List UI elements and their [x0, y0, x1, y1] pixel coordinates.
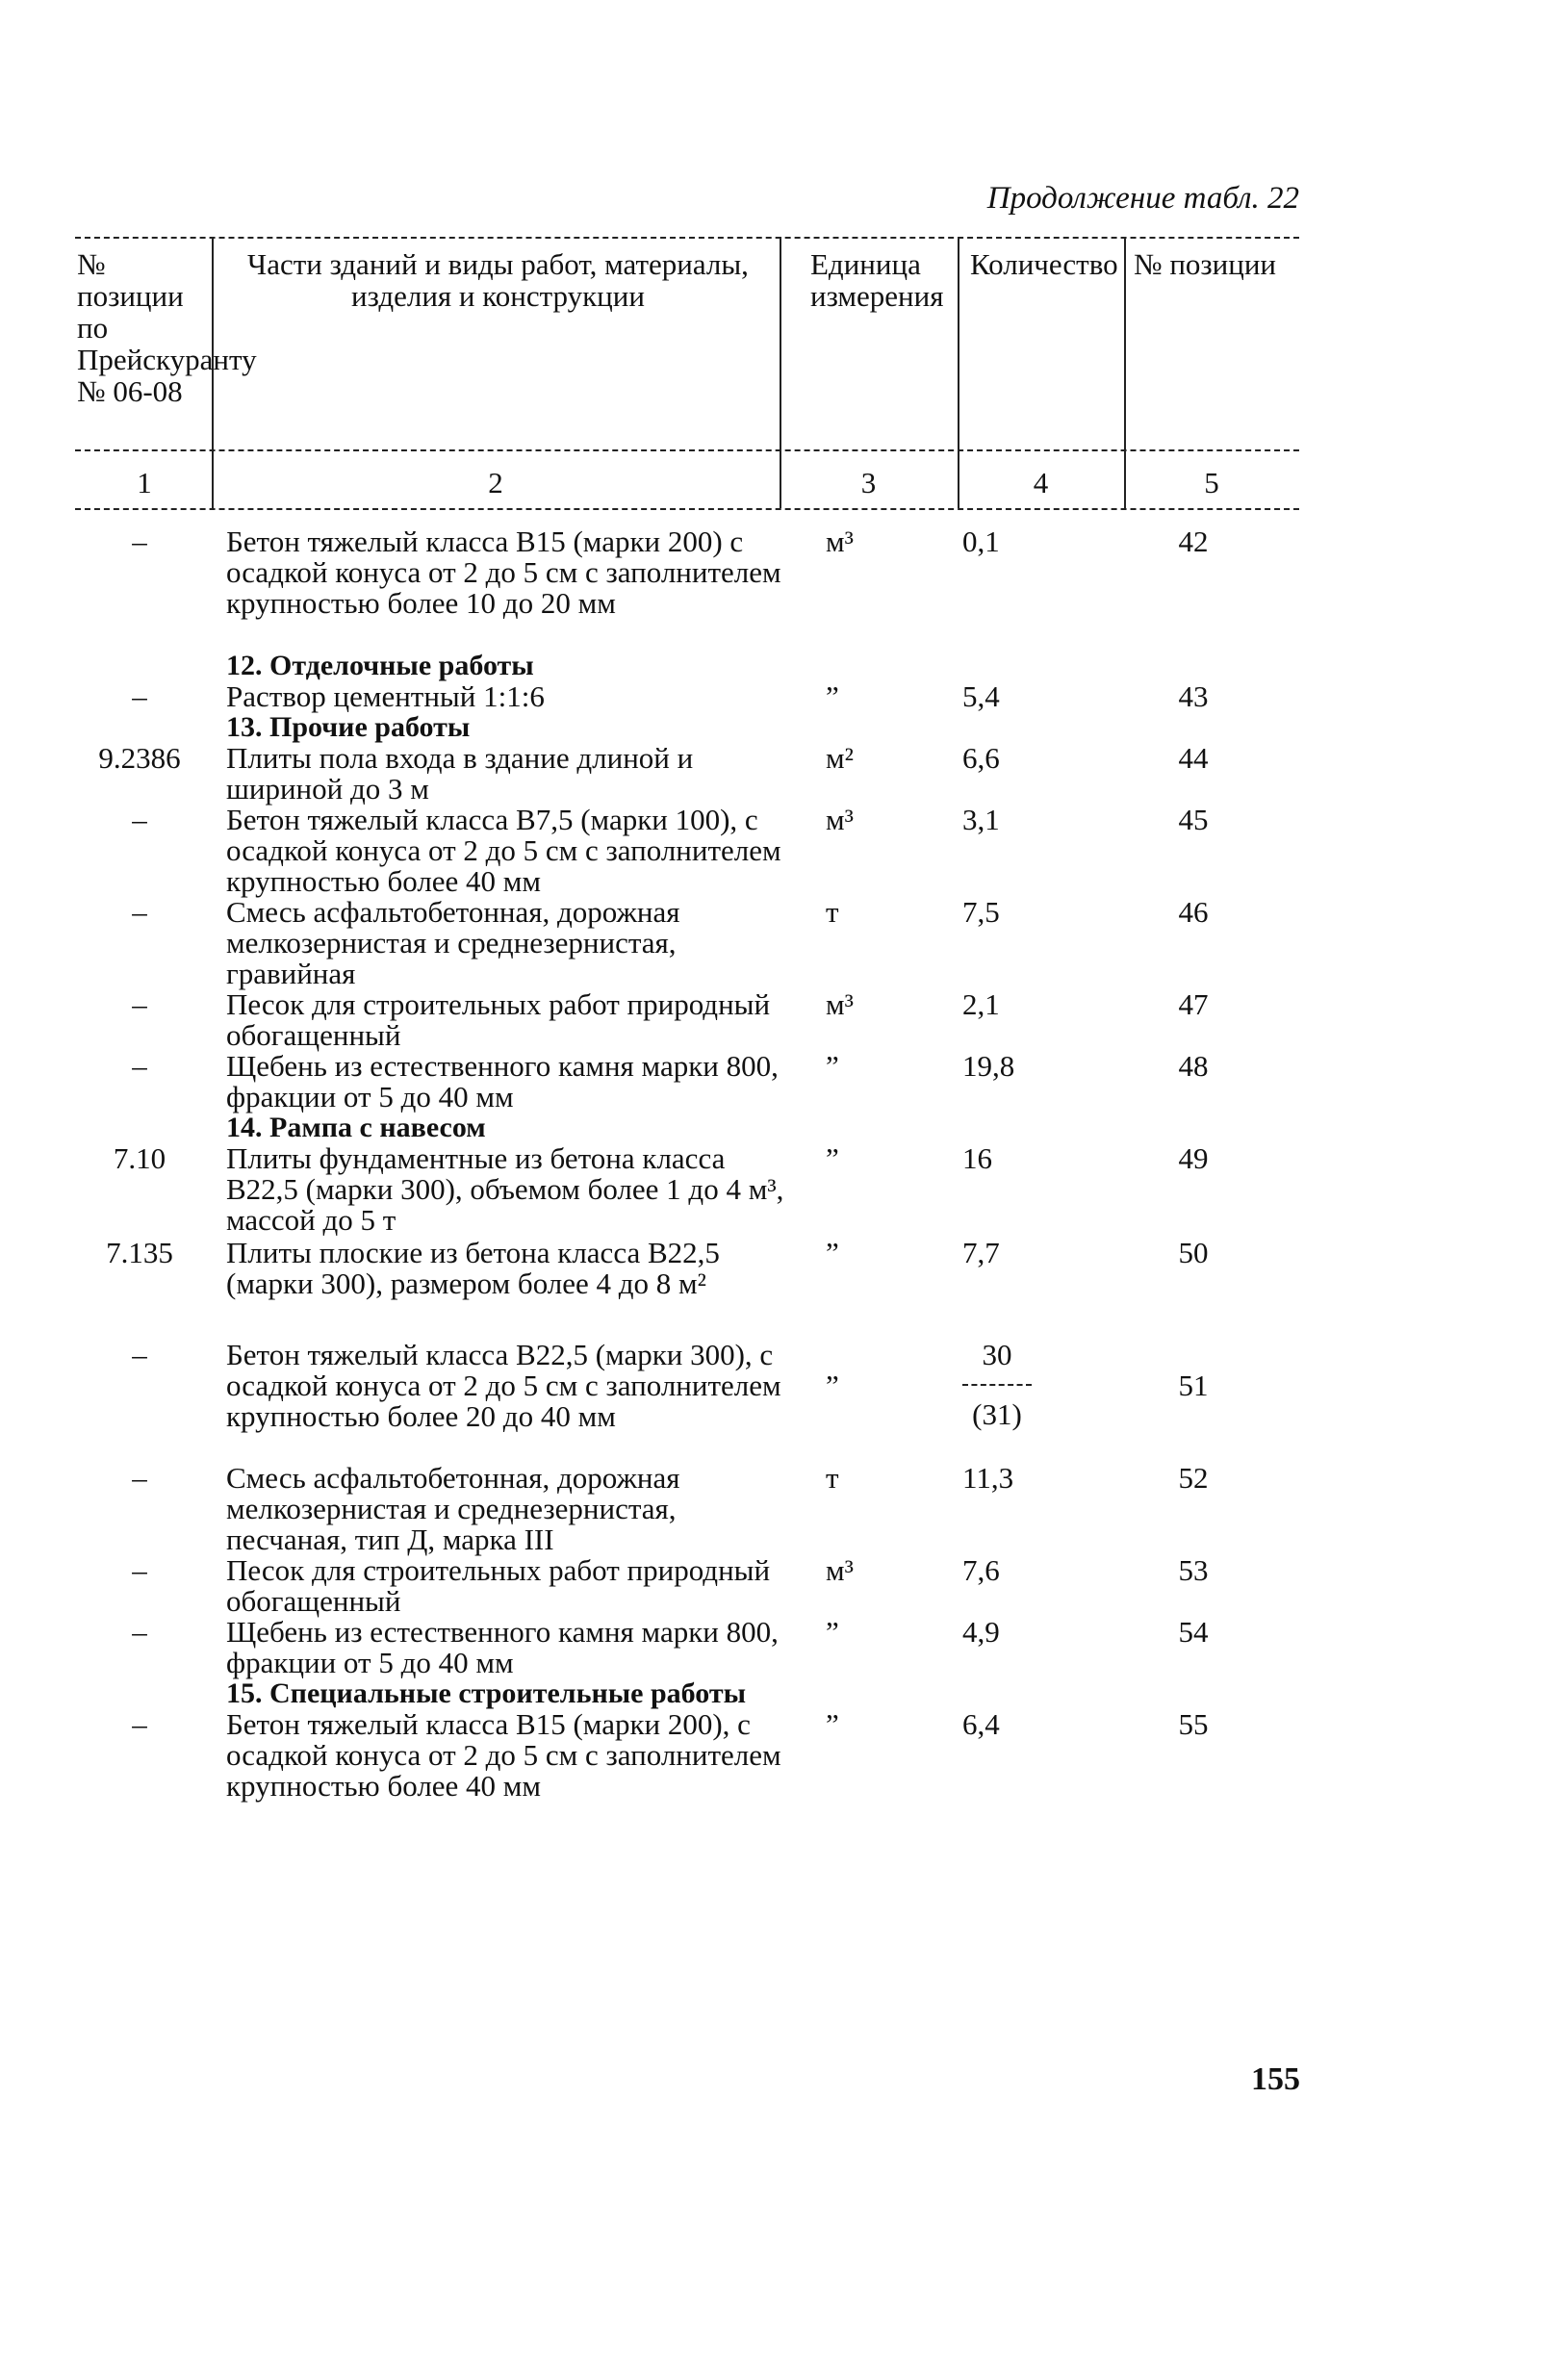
row-description: Бетон тяжелый класса В15 (марки 200), с осадкой конуса от 2 до 5 см с заполнителем крупностью более 40 мм [226, 1707, 781, 1803]
row-description: Раствор цементный 1:1:6 [226, 679, 545, 713]
header-col-description: Части зданий и виды работ, материалы, изделия и конструкции [247, 247, 749, 313]
row-position: 7.135 [106, 1236, 173, 1269]
row-unit: ” [826, 1615, 839, 1649]
row-position: – [132, 803, 147, 836]
row-position: 7.10 [113, 1141, 166, 1175]
row-unit: ” [826, 679, 839, 713]
row-quantity: 6,6 [962, 741, 1000, 775]
row-position: – [132, 525, 147, 558]
row-description: Смесь асфальтобетонная, дорожная мелкозернистая и среднезернистая, песчаная, тип Д, марка III [226, 1461, 680, 1556]
row-number: 55 [1178, 1707, 1209, 1741]
row-unit: ” [826, 1707, 839, 1741]
row-description: Бетон тяжелый класса В15 (марки 200) с осадкой конуса от 2 до 5 см с заполнителем крупностью более 10 до 20 мм [226, 525, 781, 620]
row-description: Щебень из естественного камня марки 800, фракции от 5 до 40 мм [226, 1049, 779, 1113]
section-heading-13: 13. Прочие работы [226, 711, 471, 743]
row-unit: т [826, 1461, 839, 1495]
header-num-2: 2 [488, 466, 503, 499]
row-unit: м³ [826, 1553, 854, 1587]
row-position: – [132, 1707, 147, 1741]
row-unit: ” [826, 1141, 839, 1175]
row-description: Песок для строительных работ природный обогащенный [226, 1553, 771, 1618]
section-heading-14: 14. Рампа с навесом [226, 1112, 486, 1143]
row-quantity: 2,1 [962, 987, 1000, 1021]
row-position: – [132, 1461, 147, 1495]
row-unit: м³ [826, 803, 854, 836]
page-number: 155 [1251, 2061, 1300, 2097]
header-col-unit: Единица измерения [810, 247, 944, 313]
row-description: Смесь асфальтобетонная, дорожная мелкозернистая и среднезернистая, гравийная [226, 895, 680, 990]
row-description: Песок для строительных работ природный обогащенный [226, 987, 771, 1052]
row-unit: м³ [826, 987, 854, 1021]
row-number: 42 [1178, 525, 1209, 558]
row-description: Бетон тяжелый класса В7,5 (марки 100), с осадкой конуса от 2 до 5 см с заполнителем крупностью более 40 мм [226, 803, 781, 898]
row-quantity: 6,4 [962, 1707, 1000, 1741]
row-position: – [132, 1338, 147, 1371]
row-quantity: 4,9 [962, 1615, 1000, 1649]
header-col-number: № позиции [1134, 247, 1277, 281]
row-position: – [132, 679, 147, 713]
row-unit: ” [826, 1236, 839, 1269]
row-position: – [132, 1049, 147, 1083]
row-position: – [132, 1553, 147, 1587]
row-description: Бетон тяжелый класса В22,5 (марки 300), с осадкой конуса от 2 до 5 см с заполнителем крупностью более 20 до 40 мм [226, 1338, 781, 1433]
row-unit: т [826, 895, 839, 929]
header-middle-rule [75, 449, 1299, 451]
header-num-4: 4 [1033, 466, 1049, 499]
row-number: 50 [1178, 1236, 1209, 1269]
row-unit: м² [826, 741, 854, 775]
fraction-bar [962, 1384, 1032, 1386]
section-heading-12: 12. Отделочные работы [226, 650, 534, 681]
row-number: 48 [1178, 1049, 1209, 1083]
header-num-1: 1 [137, 466, 152, 499]
row-quantity: 7,6 [962, 1553, 1000, 1587]
quantity-fraction-bottom: (31) [972, 1397, 1022, 1431]
row-number: 43 [1178, 679, 1209, 713]
row-number: 49 [1178, 1141, 1209, 1175]
row-unit: м³ [826, 525, 854, 558]
row-number: 54 [1178, 1615, 1209, 1649]
quantity-fraction-top: 30 [982, 1338, 1012, 1371]
row-number: 52 [1178, 1461, 1209, 1495]
row-unit: ” [826, 1049, 839, 1083]
row-description: Плиты плоские из бетона класса В22,5 (марки 300), размером более 4 до 8 м² [226, 1236, 720, 1300]
header-num-5: 5 [1204, 466, 1219, 499]
quantity-fraction [962, 1340, 1032, 1430]
row-quantity: 16 [962, 1141, 992, 1175]
row-description: Щебень из естественного камня марки 800, фракции от 5 до 40 мм [226, 1615, 779, 1679]
table-continuation-caption: Продолжение табл. 22 [986, 181, 1299, 216]
row-position: 9.2386 [98, 741, 181, 775]
row-position: – [132, 987, 147, 1021]
row-quantity: 7,7 [962, 1236, 1000, 1269]
row-number: 51 [1178, 1369, 1209, 1402]
row-position: – [132, 895, 147, 929]
header-col-position: № позиции по Прейскуранту № 06-08 [77, 247, 257, 408]
row-unit: ” [826, 1369, 839, 1402]
row-quantity: 19,8 [962, 1049, 1015, 1083]
header-bottom-rule [75, 508, 1299, 510]
row-number: 46 [1178, 895, 1209, 929]
row-quantity: 3,1 [962, 803, 1000, 836]
row-quantity: 11,3 [962, 1461, 1014, 1495]
row-quantity-fraction [962, 1340, 1107, 1430]
section-heading-15: 15. Специальные строительные работы [226, 1677, 747, 1709]
row-number: 47 [1178, 987, 1209, 1021]
row-number: 53 [1178, 1553, 1209, 1587]
header-top-rule [75, 237, 1299, 239]
header-col-quantity: Количество [970, 247, 1118, 281]
row-quantity: 0,1 [962, 525, 1000, 558]
row-number: 45 [1178, 803, 1209, 836]
row-quantity: 5,4 [962, 679, 1000, 713]
row-position: – [132, 1615, 147, 1649]
row-number: 44 [1178, 741, 1209, 775]
row-description: Плиты пола входа в здание длиной и шириной до 3 м [226, 741, 694, 806]
header-num-3: 3 [860, 466, 877, 499]
row-description: Плиты фундаментные из бетона класса В22,5 (марки 300), объемом более 1 до 4 м³, массой до 5 т [226, 1141, 784, 1237]
row-quantity: 7,5 [962, 895, 1000, 929]
